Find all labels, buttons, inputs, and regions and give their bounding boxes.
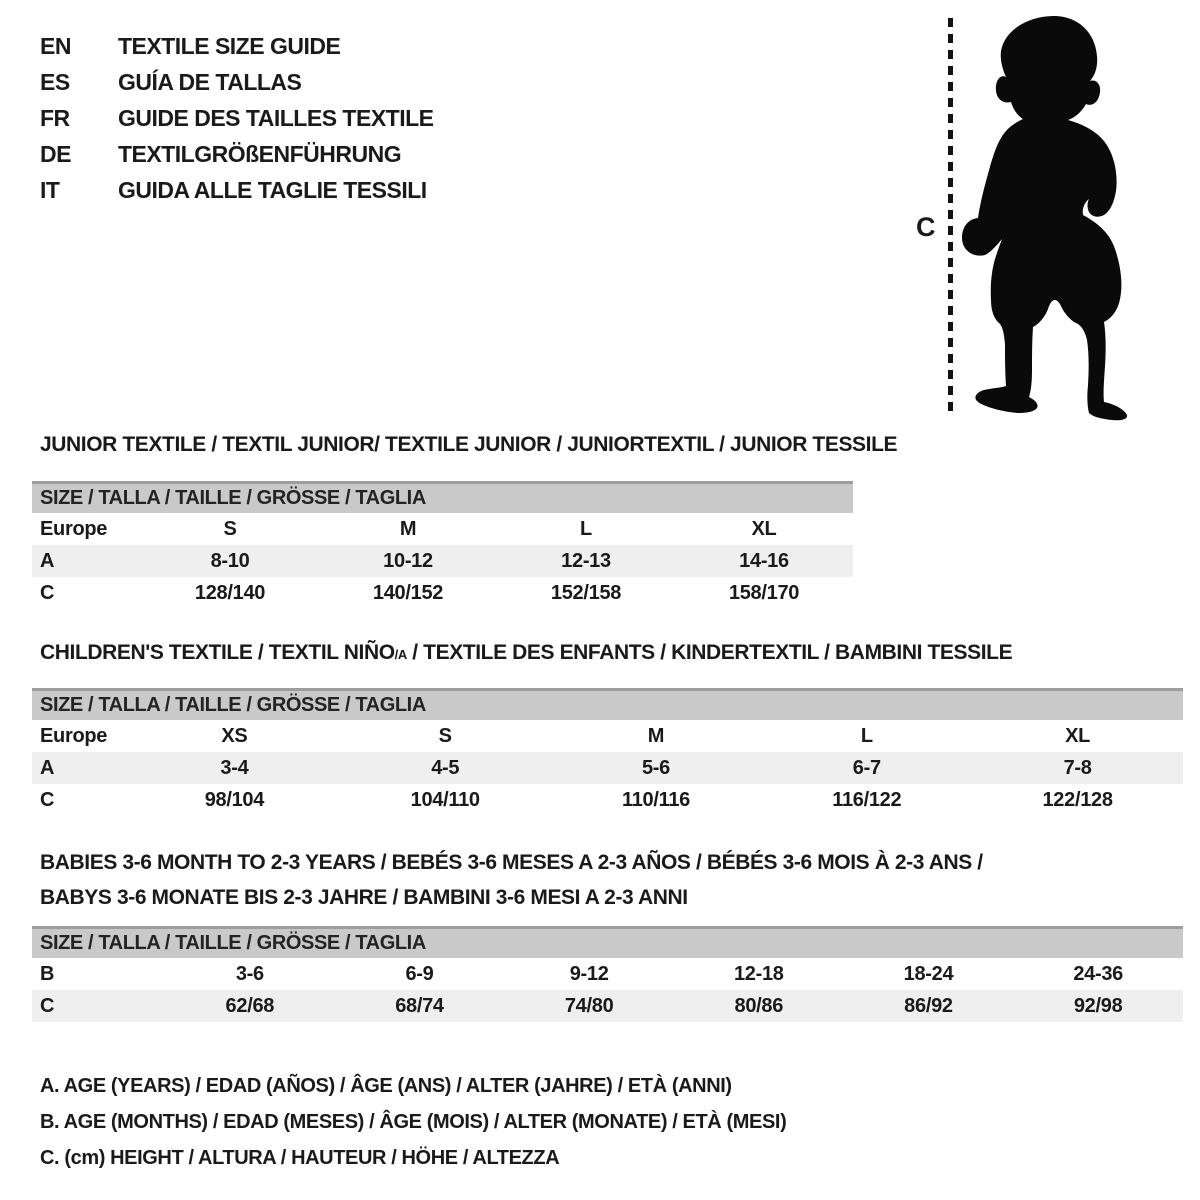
table-cell: 18-24 <box>903 962 954 985</box>
lang-code-de: DE <box>40 140 71 167</box>
legend-age-months: B. AGE (MONTHS) / EDAD (MESES) / ÂGE (MOIS) / ALTER (MONATE) / ETÀ (MESI) <box>40 1111 787 1133</box>
table-cell: 116/122 <box>832 788 902 811</box>
children-col-xs: XS <box>221 724 248 747</box>
table-cell: 8-10 <box>210 549 250 572</box>
babies-row-months <box>32 958 1183 990</box>
table-cell: 3-4 <box>220 756 249 779</box>
table-cell: 6-7 <box>852 756 881 779</box>
junior-row-age-label: A <box>40 549 55 572</box>
table-cell: 152/158 <box>550 581 622 604</box>
table-cell: 140/152 <box>372 581 444 604</box>
lang-title-it: GUIDA ALLE TAGLIE TESSILI <box>118 176 427 203</box>
table-cell: 110/116 <box>621 788 690 811</box>
table-cell: 104/110 <box>410 788 480 811</box>
babies-row-months-label: B <box>40 962 55 985</box>
junior-row-height <box>32 577 853 609</box>
children-heading-text: CHILDREN'S TEXTILE / TEXTIL NIÑO <box>40 641 395 664</box>
junior-col-xl: XL <box>751 517 777 540</box>
lang-code-en: EN <box>40 32 71 59</box>
lang-row-en <box>40 28 434 64</box>
table-cell: 92/98 <box>1073 994 1123 1017</box>
junior-row-height-label: C <box>40 581 55 604</box>
language-title-list <box>40 28 434 208</box>
junior-col-region: Europe <box>40 517 108 540</box>
children-col-m: M <box>647 724 665 747</box>
babies-table-grid <box>32 958 1183 1022</box>
junior-columns-row <box>32 513 853 545</box>
table-cell: 12-18 <box>733 962 784 985</box>
table-cell: 128/140 <box>194 581 266 604</box>
babies-heading-line1: BABIES 3-6 MONTH TO 2-3 YEARS / BEBÉS 3-6 MESES A 2-3 AÑOS / BÉBÉS 3-6 MOIS À 2-3 ANS / <box>40 851 983 874</box>
junior-size-header-bar: SIZE / TALLA / TAILLE / GRÖSSE / TAGLIA <box>32 481 853 513</box>
children-row-height-label: C <box>40 788 55 811</box>
junior-size-table <box>32 481 853 609</box>
children-row-age-label: A <box>40 756 55 779</box>
lang-row-it <box>40 172 434 208</box>
table-cell: 6-9 <box>405 962 434 985</box>
children-row-height <box>32 784 1183 816</box>
babies-row-height-label: C <box>40 994 55 1017</box>
junior-col-s: S <box>223 517 237 540</box>
lang-title-fr: GUIDE DES TAILLES TEXTILE <box>118 104 434 131</box>
junior-col-l: L <box>580 517 592 540</box>
table-cell: 62/68 <box>225 994 275 1017</box>
babies-size-table <box>32 926 1183 1022</box>
table-cell: 68/74 <box>395 994 444 1017</box>
children-row-age <box>32 752 1183 784</box>
toddler-silhouette-icon <box>955 12 1145 424</box>
table-cell: 98/104 <box>204 788 265 811</box>
junior-row-age <box>32 545 853 577</box>
children-section-heading <box>40 641 1012 665</box>
table-cell: 12-13 <box>561 549 611 572</box>
table-cell: 10-12 <box>383 549 433 572</box>
children-size-header-bar: SIZE / TALLA / TAILLE / GRÖSSE / TAGLIA <box>32 688 1183 720</box>
lang-row-fr <box>40 100 434 136</box>
table-cell: 4-5 <box>431 756 460 779</box>
table-cell: 74/80 <box>564 994 614 1017</box>
children-heading-subscript: /A <box>394 647 407 662</box>
babies-row-height <box>32 990 1183 1022</box>
junior-section-heading: JUNIOR TEXTILE / TEXTIL JUNIOR/ TEXTILE JUNIOR / JUNIORTEXTIL / JUNIOR TESSILE <box>40 433 898 456</box>
children-col-xl: XL <box>1065 724 1091 747</box>
children-col-region: Europe <box>40 724 108 747</box>
table-cell: 122/128 <box>1042 788 1113 811</box>
children-table-grid <box>32 720 1183 816</box>
table-cell: 3-6 <box>235 962 264 985</box>
height-dashed-line <box>948 18 953 416</box>
babies-heading-line2: BABYS 3-6 MONATE BIS 2-3 JAHRE / BAMBINI 3-6 MESI A 2-3 ANNI <box>40 886 688 909</box>
lang-title-en: TEXTILE SIZE GUIDE <box>118 32 341 59</box>
legend-age-years: A. AGE (YEARS) / EDAD (AÑOS) / ÂGE (ANS) / ALTER (JAHRE) / ETÀ (ANNI) <box>40 1075 732 1097</box>
table-cell: 7-8 <box>1063 756 1092 779</box>
children-size-table <box>32 688 1183 816</box>
table-cell: 158/170 <box>728 581 800 604</box>
children-columns-row <box>32 720 1183 752</box>
junior-table-grid <box>32 513 853 609</box>
lang-code-it: IT <box>40 176 60 203</box>
lang-row-de <box>40 136 434 172</box>
children-heading-text-after: / TEXTILE DES ENFANTS / KINDERTEXTIL / BAMBINI TESSILE <box>406 641 1013 664</box>
children-col-s: S <box>438 724 452 747</box>
babies-section-heading <box>40 845 983 915</box>
table-cell: 80/86 <box>734 994 784 1017</box>
table-cell: 5-6 <box>641 756 670 779</box>
table-cell: 24-36 <box>1073 962 1123 985</box>
lang-title-es: GUÍA DE TALLAS <box>118 68 302 95</box>
lang-code-fr: FR <box>40 104 70 131</box>
junior-col-m: M <box>399 517 417 540</box>
measurement-legend <box>40 1068 786 1176</box>
children-col-l: L <box>860 724 873 747</box>
table-cell: 86/92 <box>904 994 953 1017</box>
table-cell: 14-16 <box>739 549 789 572</box>
babies-size-header-bar: SIZE / TALLA / TAILLE / GRÖSSE / TAGLIA <box>32 926 1183 958</box>
lang-row-es <box>40 64 434 100</box>
legend-height-cm: C. (cm) HEIGHT / ALTURA / HAUTEUR / HÖHE / ALTEZZA <box>40 1147 560 1169</box>
height-measure-label: C <box>916 212 936 242</box>
lang-code-es: ES <box>40 68 70 95</box>
table-cell: 9-12 <box>569 962 609 985</box>
lang-title-de: TEXTILGRÖßENFÜHRUNG <box>118 140 402 167</box>
